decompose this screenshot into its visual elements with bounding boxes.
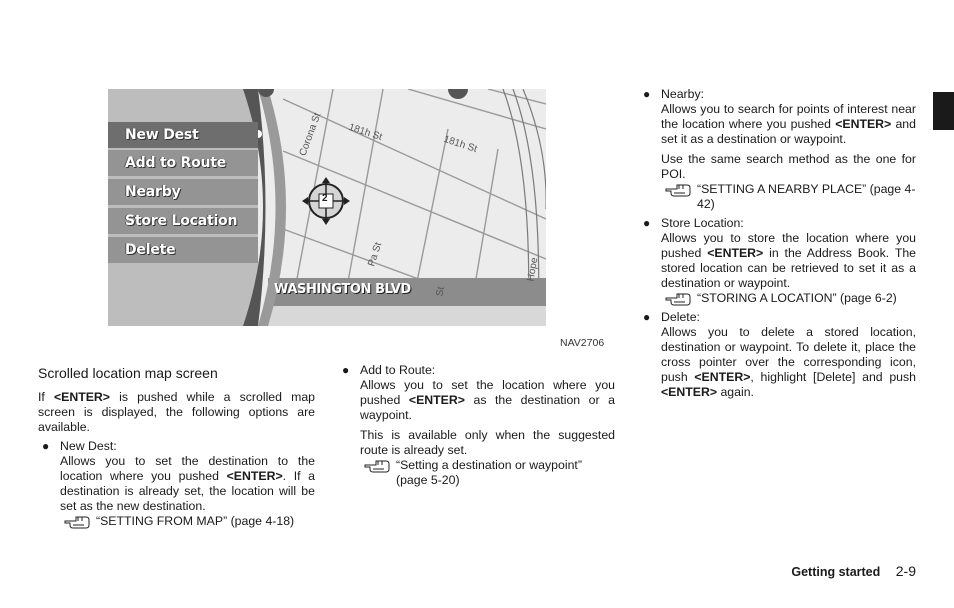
- map-street-text: 181h St: [442, 133, 479, 156]
- figure-code: NAV2706: [560, 337, 605, 349]
- item-label: Store Location:: [661, 216, 744, 230]
- menu-item-store-location[interactable]: Store Location: [108, 208, 258, 234]
- enter-key: <ENTER>: [53, 390, 110, 404]
- item-description: Allows you to set the destination to the location where you pushed <ENTER>. If a destination is already set, the location will be set as the new destination.: [60, 454, 315, 513]
- column-1: [38, 364, 315, 529]
- footer-section: Getting started: [791, 565, 881, 579]
- item-note: This is available only when the suggested route is already set.: [360, 428, 615, 457]
- enter-key: <ENTER>: [661, 385, 718, 399]
- item-description: Allows you to set the location where you pushed <ENTER> as the destination or a waypoint.: [360, 378, 615, 422]
- list-item-store-location: [639, 216, 916, 306]
- item-description: Allows you to store the location where you pushed <ENTER> in the Address Book. The stored location can be retrieved to set it as a destination or waypoint.: [661, 231, 917, 290]
- reference-hand-icon: [364, 459, 390, 473]
- bullet-icon: ●: [643, 216, 651, 230]
- reference-hand-icon: [665, 292, 691, 306]
- column-2: [338, 363, 615, 488]
- enter-key: <ENTER>: [707, 246, 764, 260]
- page-number: 2-9: [895, 563, 916, 579]
- page-reference: “SETTING FROM MAP” (page 4-18): [60, 514, 315, 529]
- menu-item-add-to-route[interactable]: Add to Route: [108, 150, 258, 176]
- item-description: Allows you to delete a stored location, destination or waypoint. To delete it, place the cross pointer over the corresponding icon, push <ENTER>, highlight [Delete] and push <ENTER> again.: [661, 325, 916, 399]
- page-reference: “STORING A LOCATION” (page 6-2): [661, 291, 916, 306]
- enter-key: <ENTER>: [408, 393, 465, 407]
- item-description: Allows you to search for points of interest near the location where you pushed <ENTER> and set it as a destination or waypoint.: [661, 102, 916, 146]
- item-label: Add to Route:: [360, 363, 436, 377]
- item-label: New Dest:: [60, 439, 117, 453]
- menu-item-nearby[interactable]: Nearby: [108, 179, 258, 205]
- menu-item-new-dest[interactable]: New Dest: [108, 122, 258, 148]
- list-item-new-dest: [38, 439, 315, 529]
- enter-key: <ENTER>: [835, 117, 892, 131]
- street-name-label: WASHINGTON BLVD: [274, 282, 411, 297]
- reference-hand-icon: [665, 183, 691, 197]
- menu-item-delete[interactable]: Delete: [108, 237, 258, 263]
- bullet-icon: ●: [42, 439, 50, 453]
- item-label: Nearby:: [661, 87, 705, 101]
- footer: [791, 563, 916, 579]
- reference-hand-icon: [64, 515, 90, 529]
- pointer-number: 2: [322, 193, 328, 204]
- map-street-text: Hope: [525, 256, 541, 283]
- map-street-text: Pa St: [366, 241, 385, 268]
- map-street-text: Corona St: [297, 111, 324, 158]
- section-tab: [933, 92, 954, 130]
- page-reference: “Setting a destination or waypoint” (page 5-20): [360, 458, 615, 488]
- list-item-delete: [639, 310, 916, 400]
- page-reference: “SETTING A NEARBY PLACE” (page 4-42): [661, 182, 916, 212]
- enter-key: <ENTER>: [226, 469, 283, 483]
- enter-key: <ENTER>: [694, 370, 751, 384]
- intro-paragraph: If <ENTER> is pushed while a scrolled map screen is displayed, the following options are available.: [38, 390, 315, 434]
- map-street-text: St: [434, 285, 447, 298]
- bullet-icon: ●: [342, 363, 350, 377]
- list-item-nearby: [639, 87, 916, 212]
- bullet-icon: ●: [643, 310, 651, 324]
- section-heading: Scrolled location map screen: [38, 365, 218, 381]
- bullet-icon: ●: [643, 87, 651, 101]
- map-street-text: 181h St: [347, 121, 384, 144]
- map-figure: [108, 89, 546, 326]
- column-3: [639, 87, 916, 400]
- item-note: Use the same search method as the one for POI.: [661, 152, 916, 181]
- list-item-add-to-route: [338, 363, 615, 488]
- item-label: Delete:: [661, 310, 700, 324]
